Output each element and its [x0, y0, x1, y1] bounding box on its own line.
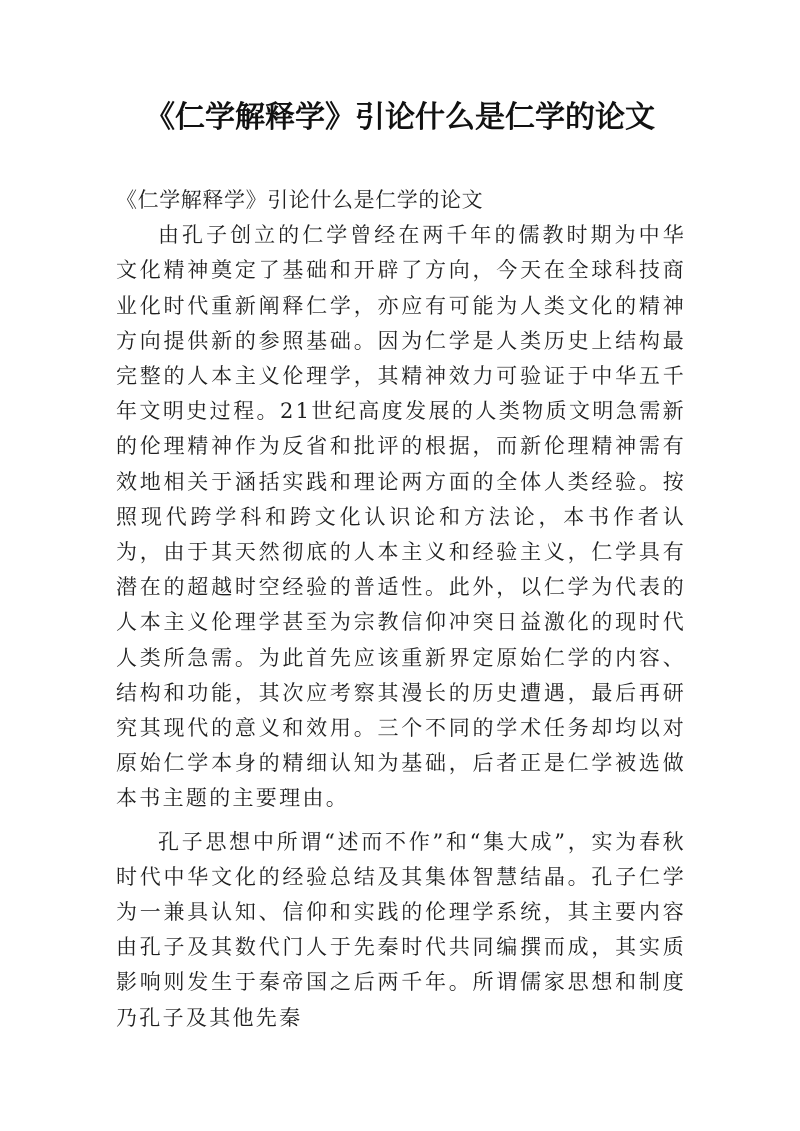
- document-subtitle: 《仁学解释学》引论什么是仁学的论文: [116, 188, 484, 212]
- document-title: 《仁学解释学》引论什么是仁学的论文: [145, 100, 655, 135]
- document-body: [116, 183, 686, 1036]
- body-paragraph-1: 由孔子创立的仁学曾经在两千年的儒教时期为中华文化精神奠定了基础和开辟了方向，今天在全球科技商业化时代重新阐释仁学，亦应有可能为人类文化的精神方向提供新的参照基础。因为仁学是人类历史上结构最完整的人本主义伦理学，其精神效力可验证于中华五千年文明史过程。21世纪高度发展的人类物质文明急需新的伦理精神作为反省和批评的根据，而新伦理精神需有效地相关于涵括实践和理论两方面的全体人类经验。按照现代跨学科和跨文化认识论和方法论，本书作者认为，由于其天然彻底的人本主义和经验主义，仁学具有潜在的超越时空经验的普适性。此外，以仁学为代表的人本主义伦理学甚至为宗教信仰冲突日益激化的现时代人类所急需。为此首先应该重新界定原始仁学的内容、结构和功能，其次应考察其漫长的历史遭遇，最后再研究其现代的意义和效用。三个不同的学术任务却均以对原始仁学本身的精细认知为基础，后者正是仁学被选做本书主题的主要理由。: [116, 223, 686, 811]
- body-paragraph-2: 孔子思想中所谓“述而不作”和“集大成”，实为春秋时代中华文化的经验总结及其集体智慧结晶。孔子仁学为一兼具认知、信仰和实践的伦理学系统，其主要内容由孔子及其数代门人于先秦时代共同编撰而成，其实质影响则发生于秦帝国之后两千年。所谓儒家思想和制度乃孔子及其他先秦: [116, 829, 686, 1030]
